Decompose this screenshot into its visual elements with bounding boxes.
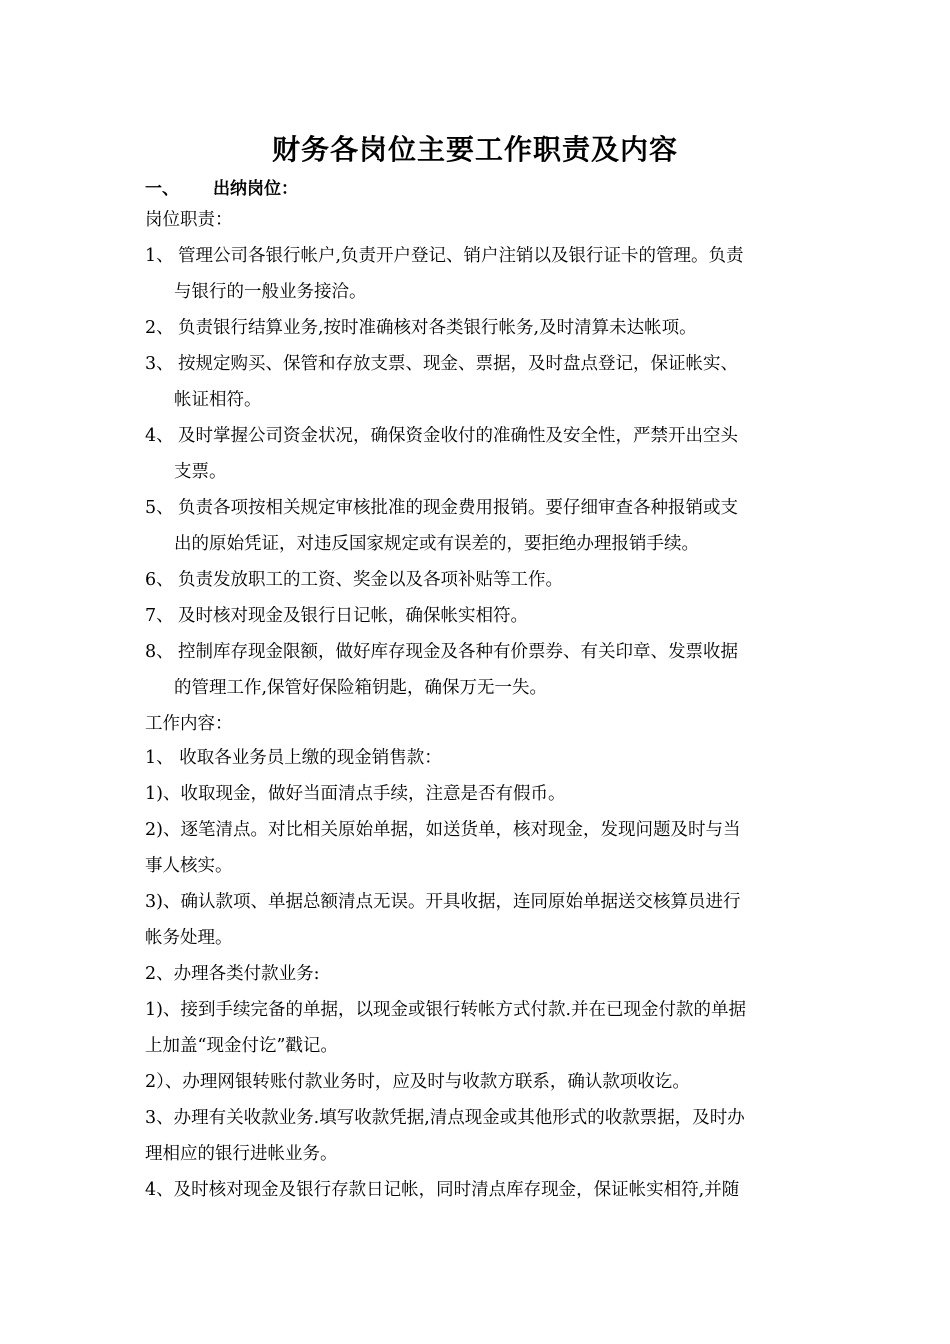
duty-item-3 xyxy=(145,351,738,377)
duty-item-1-continuation: 与银行的一般业务接洽。 xyxy=(174,282,367,302)
duty-item-2 xyxy=(145,315,697,341)
content-line: 2）、办理网银转账付款业务时，应及时与收款方联系，确认款项收讫。 xyxy=(145,1072,690,1092)
content-line: 帐务处理。 xyxy=(145,928,233,948)
content-line: 理相应的银行进帐业务。 xyxy=(145,1144,338,1164)
duty-text: 控制库存现金限额，做好库存现金及各种有价票券、有关印章、发票收据 xyxy=(178,642,738,662)
duty-number: 3、 xyxy=(145,354,174,374)
content-line: 2、办理各类付款业务: xyxy=(145,964,320,984)
duty-item-8 xyxy=(145,639,738,665)
content-line: 事人核实。 xyxy=(145,856,233,876)
content-line: 上加盖“现金付讫”戳记。 xyxy=(145,1036,338,1056)
duty-item-5-continuation: 出的原始凭证，对违反国家规定或有误差的，要拒绝办理报销手续。 xyxy=(174,534,699,554)
section-number: 一、 xyxy=(145,179,179,199)
section-label: 出纳岗位： xyxy=(213,179,298,199)
duty-text: 按规定购买、保管和存放支票、现金、票据，及时盘点登记，保证帐实、 xyxy=(178,354,738,374)
duty-item-8-continuation: 的管理工作,保管好保险箱钥匙，确保万无一失。 xyxy=(174,678,548,698)
duty-item-1 xyxy=(145,243,744,269)
duty-number: 8、 xyxy=(145,642,174,662)
duty-text: 及时掌握公司资金状况，确保资金收付的准确性及安全性，严禁开出空头 xyxy=(178,426,738,446)
duty-text: 负责各项按相关规定审核批准的现金费用报销。要仔细审查各种报销或支 xyxy=(178,498,738,518)
duty-item-6 xyxy=(145,567,563,593)
duty-item-5 xyxy=(145,495,738,521)
duty-item-3-continuation: 帐证相符。 xyxy=(174,390,262,410)
duty-number: 2、 xyxy=(145,318,174,338)
duty-number: 5、 xyxy=(145,498,174,518)
duty-item-7 xyxy=(145,603,528,629)
content-line: 1、 收取各业务员上缴的现金销售款： xyxy=(145,748,442,768)
content-line: 1)、接到手续完备的单据，以现金或银行转帐方式付款.并在已现金付款的单据 xyxy=(145,1000,747,1020)
duty-number: 6、 xyxy=(145,570,174,590)
duty-number: 4、 xyxy=(145,426,174,446)
duty-item-4 xyxy=(145,423,738,449)
document-title: 财务各岗位主要工作职责及内容 xyxy=(271,133,678,166)
content-heading: 工作内容： xyxy=(145,714,233,734)
duty-text: 及时核对现金及银行日记帐，确保帐实相符。 xyxy=(178,606,528,626)
duty-item-4-continuation: 支票。 xyxy=(174,462,227,482)
duty-number: 1、 xyxy=(145,246,174,266)
content-line: 3、办理有关收款业务.填写收款凭据,清点现金或其他形式的收款票据，及时办 xyxy=(145,1108,745,1128)
duty-text: 负责发放职工的工资、奖金以及各项补贴等工作。 xyxy=(178,570,563,590)
content-line: 3)、确认款项、单据总额清点无误。开具收据，连同原始单据送交核算员进行 xyxy=(145,892,741,912)
section-heading-cashier xyxy=(145,176,298,202)
duty-text: 管理公司各银行帐户,负责开户登记、销户注销以及银行证卡的管理。负责 xyxy=(178,246,744,266)
content-line: 2)、逐笔清点。对比相关原始单据，如送货单，核对现金，发现问题及时与当 xyxy=(145,820,741,840)
duty-number: 7、 xyxy=(145,606,174,626)
duties-heading: 岗位职责： xyxy=(145,210,233,230)
content-line: 1)、收取现金，做好当面清点手续，注意是否有假币。 xyxy=(145,784,566,804)
content-line: 4、及时核对现金及银行存款日记帐，同时清点库存现金，保证帐实相符,并随 xyxy=(145,1180,740,1200)
duty-text: 负责银行结算业务,按时准确核对各类银行帐务,及时清算未达帐项。 xyxy=(178,318,697,338)
